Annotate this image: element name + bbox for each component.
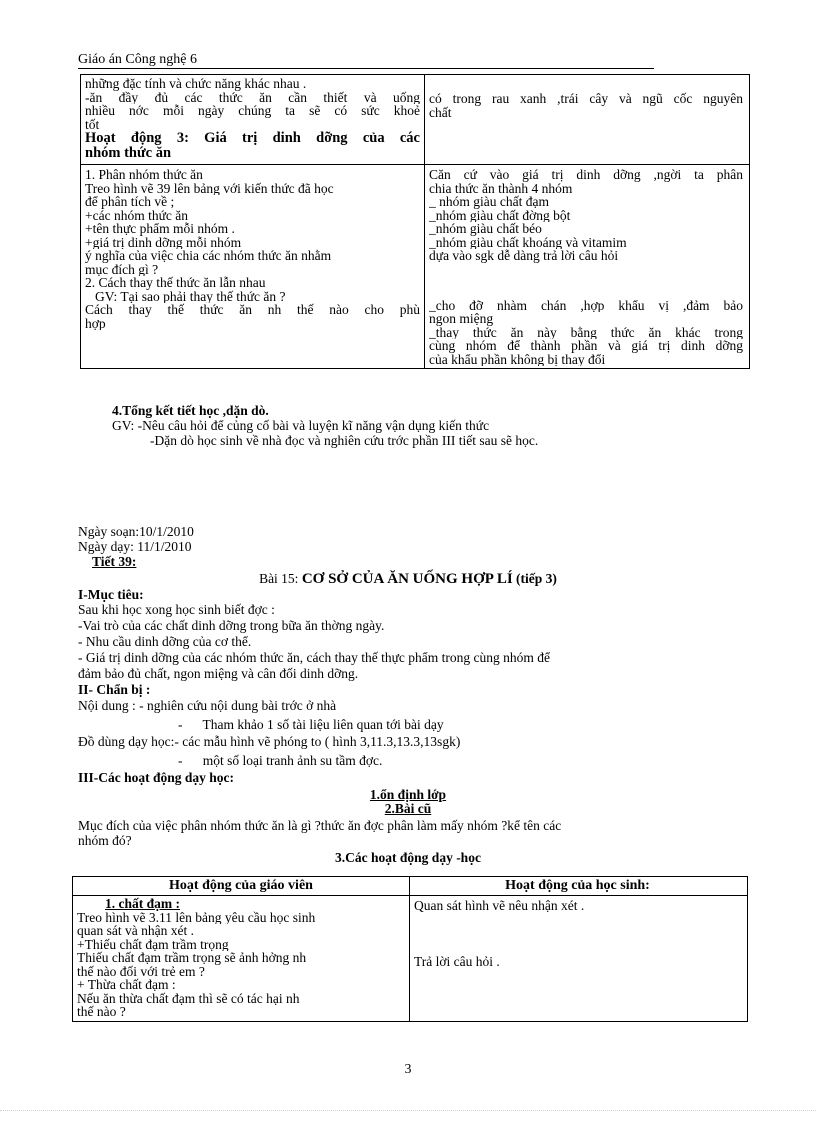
objective-line: - Giá trị dinh dỡng của các nhóm thức ăn, cách thay thế thực phẩm trong cùng nhóm để [78,650,551,665]
summary-heading: 4.Tổng kết tiết học ,dặn dò. [112,403,269,418]
text-line: GV: Tại sao phải thay thế thức ăn ? [95,289,286,303]
item-label-text: 1. chất đạm : [105,897,180,911]
objectives-heading: I-Mục tiêu: [78,587,144,602]
text-line: Căn cứ vào giá trị dinh dỡng ,ngời ta phân [429,168,743,182]
item-label [77,897,405,911]
objective-line: đảm bảo đủ chất, ngon miệng và cân đối dinh dỡng. [78,666,359,681]
activity-table-continued [80,74,750,369]
text-line: tốt [85,117,100,131]
lesson-title-suffix: (tiếp 3) [512,571,557,586]
column-header-teacher: Hoạt động của giáo viên [73,877,410,895]
step2-label: 2.Bài cũ [384,801,432,816]
text-line: +tên thực phẩm mỗi nhóm . [85,222,235,236]
text-line: Cách thay thế thức ăn nh thế nào cho phù [85,303,420,317]
text-line: quan sát và nhận xét . [77,924,194,938]
old-lesson-line: nhóm đó? [78,833,132,848]
table-cell-right [425,165,747,368]
text-line: + Thừa chất đạm : [77,978,176,992]
text-line: Treo hình vẽ 39 lên bảng với kiến thức đã học [85,181,334,195]
summary-line: GV: -Nêu câu hỏi để củng cố bài và luyện kĩ năng vận dụng kiến thức [112,418,490,433]
text-line: thế nào ? [77,1005,126,1019]
text-line: có trong rau xanh ,trái cây và ngũ cốc nguyên [429,92,743,106]
step3-heading: 3.Các hoạt động dạy -học [335,850,481,865]
page-edge-divider [0,1110,816,1111]
text-line [429,276,743,290]
tools-line: - một số loại tranh ảnh su tầm đợc. [178,753,383,768]
table-row [73,895,747,1021]
section-heading: nhóm thức ăn [85,146,172,161]
text-line: _nhóm giàu chất khoáng và vitamim [429,235,627,249]
period-label: Tiết 39: [92,554,137,569]
text-line: dựa vào sgk dễ dàng trả lời câu hỏi [429,249,619,263]
activity-table [72,876,748,1022]
text-line: những đặc tính và chức năng khác nhau . [85,77,307,91]
text-line: hợp [85,316,106,330]
text-line: Treo hình vẽ 3.11 lên bảng yêu cầu học sinh [77,910,316,924]
text-line: mục đích gì ? [85,262,159,276]
content-line: - Tham khảo 1 số tài liệu liên quan tới bài dạy [178,717,444,732]
text-line: của khẩu phần không bị thay đổi [429,352,606,366]
text-line: +các nhóm thức ăn [85,208,189,222]
text-line: ngon miệng [429,312,494,326]
text-line: +giá trị dinh dỡng mỗi nhóm [85,235,242,249]
text-line [429,263,743,277]
text-line: _cho đỡ nhàm chán ,hợp khẩu vị ,đảm bảo [429,298,743,312]
text-line: Nếu ăn thừa chất đạm thì sẽ có tác hại nh [77,991,300,1005]
date-prepared: Ngày soạn:10/1/2010 [78,524,194,539]
page-header [78,52,654,69]
text-line: Quan sát hình vẽ nêu nhận xét . [414,899,585,913]
table-row [81,75,749,164]
header-title: Giáo án Công nghệ 6 [78,52,197,67]
step-heading [0,787,816,802]
old-lesson-line: Mục đích của việc phân nhóm thức ăn là gì ?thức ăn đợc phân làm mấy nhóm ?kể tên các [78,818,562,833]
table-cell-right [425,75,747,164]
text-line: Thiếu chất đạm trầm trọng sẽ ảnh hởng nh [77,951,307,965]
text-line: 1. Phân nhóm thức ăn [85,168,203,182]
table-cell-left [73,896,410,1021]
table-cell-left [81,75,425,164]
column-header-student: Hoạt động của học sinh: [505,878,650,893]
step1-label: 1.ổn định lớp [369,787,447,802]
text-line: 2. Cách thay thế thức ăn lẫn nhau [85,276,266,290]
text-line: chia thức ăn thành 4 nhóm [429,181,573,195]
text-line: ý nghĩa của việc chia các nhóm thức ăn nhằm [85,249,332,263]
text-line: _ nhóm giàu chất đạm [429,195,549,209]
page-number: 3 [404,1062,412,1077]
date-taught: Ngày dạy: 11/1/2010 [78,539,192,554]
text-line: _thay thức ăn này bằng thức ăn khác trong [429,325,743,339]
text-line: nhiều nớc mỗi ngày chúng ta sẽ có sức khoẻ [85,104,420,118]
text-line: -ăn đầy đủ các thức ăn cần thiết và uống [85,90,420,104]
table-cell-left [81,165,425,368]
prep-heading: II- Chẩn bị : [78,682,151,697]
text-line: cùng nhóm để thành phần và giá trị dinh dỡng [429,339,743,353]
objective-line: - Nhu cầu dinh dỡng của cơ thể. [78,634,252,649]
step-heading [0,801,816,816]
text-line: để phân tích về ; [85,195,175,209]
section-heading: Hoạt động 3: Giá trị dinh dỡng của các [85,131,420,146]
table-header-row [73,877,747,895]
objective-line: Sau khi học xong học sinh biết đợc : [78,602,275,617]
summary-line: -Dặn dò học sinh về nhà đọc và nghiên cứu trớc phần III tiết sau sẽ học. [150,433,539,448]
text-line: Trả lời câu hỏi . [414,954,500,968]
lesson-title-prefix: Bài 15: [259,571,302,586]
text-line: _nhóm giàu chất béo [429,222,542,236]
activities-heading: III-Các hoạt động dạy học: [78,770,235,785]
table-row [81,164,749,368]
text-line: +Thiếu chất đạm trầm trọng [77,937,229,951]
table-cell-right [410,896,745,1021]
text-line: chất [429,105,452,119]
lesson-title [0,571,816,587]
text-line: _nhóm giàu chất đờng bột [429,208,571,222]
tools-line: Đồ dùng dạy học:- các mẫu hình vẽ phóng to ( hình 3,11.3,13.3,13sgk) [78,734,461,749]
lesson-title-main: CƠ SỞ CỦA ĂN UỐNG HỢP LÍ [301,571,513,587]
text-line: thế nào đối với trẻ em ? [77,964,205,978]
content-line: Nội dung : - nghiên cứu nội dung bài trớc ở nhà [78,698,337,713]
objective-line: -Vai trò của các chất dinh dỡng trong bữa ăn thờng ngày. [78,618,385,633]
